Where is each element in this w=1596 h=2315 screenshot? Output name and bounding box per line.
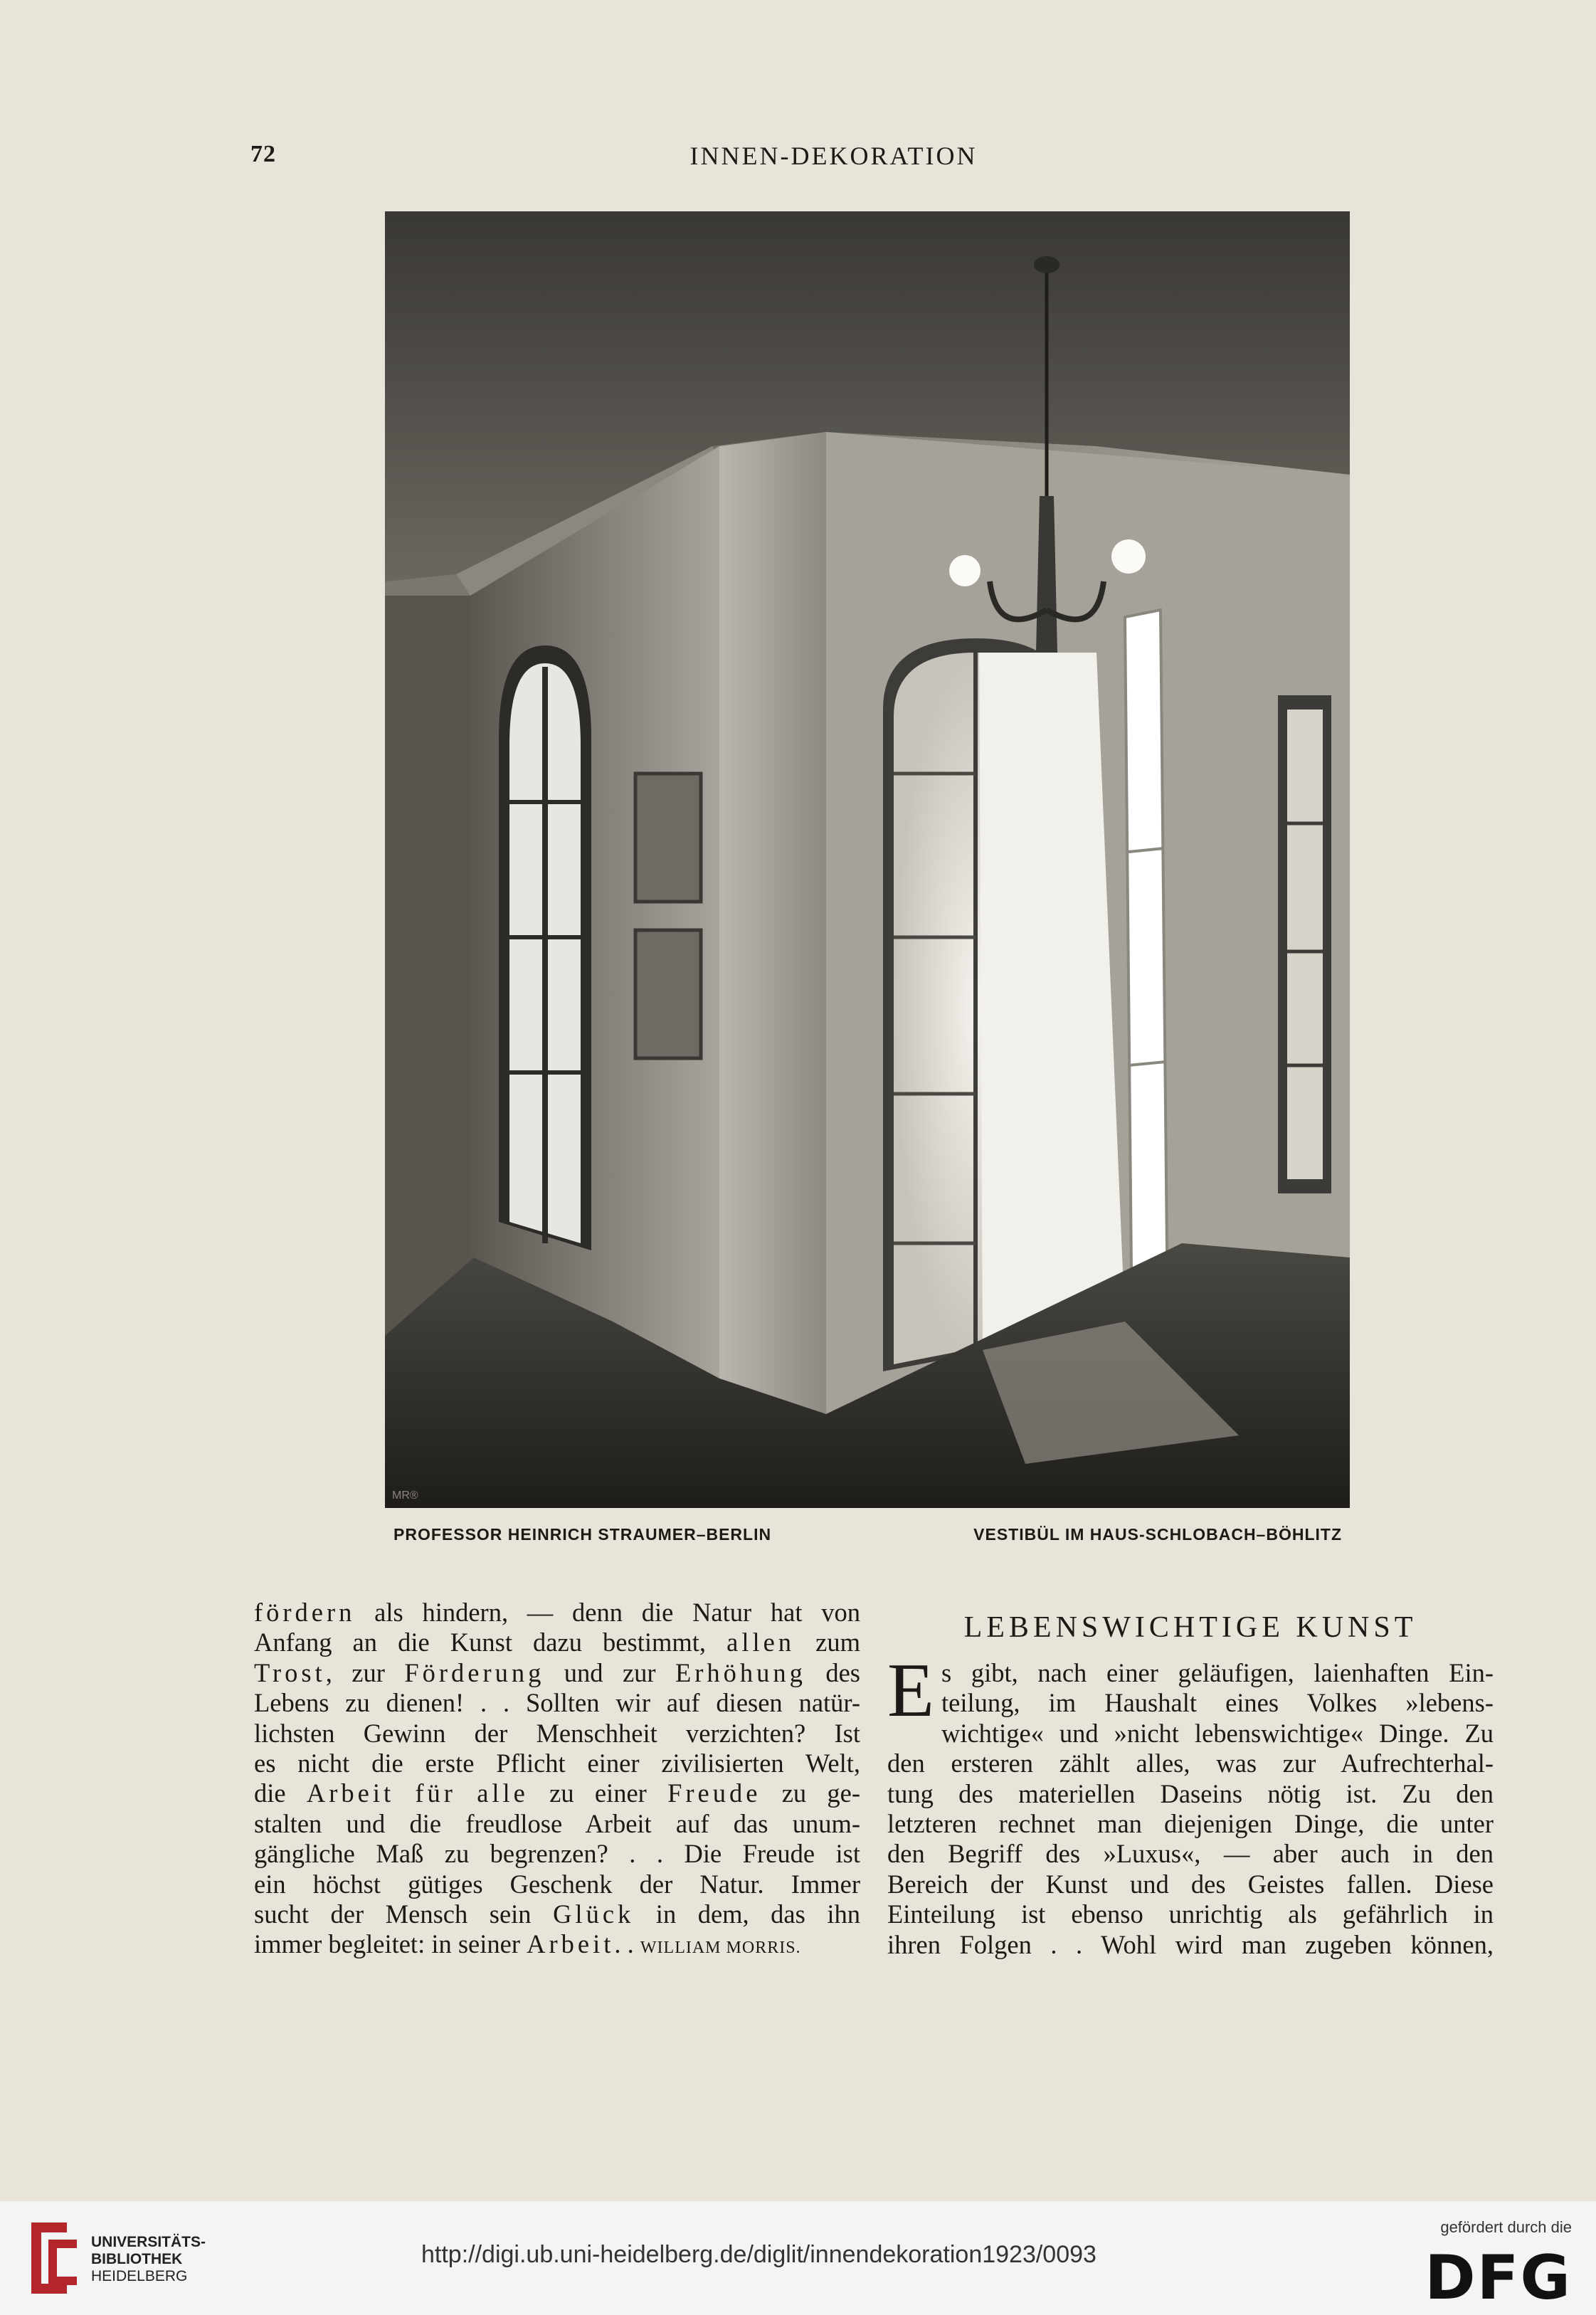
digitization-footer — [0, 2201, 1596, 2315]
digital-copy-link[interactable]: http://digi.ub.uni-heidelberg.de/diglit/innendekoration1923/0093 — [421, 2241, 1096, 2268]
caption-location: VESTIBÜL IM HAUS-SCHLOBACH–BÖHLITZ — [973, 1525, 1342, 1544]
left-text-column — [254, 1598, 860, 1963]
dfg-logo: DFG — [1425, 2242, 1572, 2314]
text-line: Trost, zur Förderung und zur Erhöhung des — [254, 1657, 861, 1687]
text-line: fördern als hindern, — denn die Natur hat von — [254, 1598, 860, 1627]
university-library-logo — [17, 2215, 85, 2301]
text-line: gängliche Maß zu begrenzen? . . Die Freude ist — [254, 1839, 860, 1869]
drop-cap: E — [887, 1648, 934, 1733]
article-heading: LEBENSWICHTIGE KUNST — [963, 1611, 1417, 1644]
vestibule-photo-image — [385, 211, 1350, 1508]
text-line: die Arbeit für alle zu einer Freude zu ge- — [254, 1778, 861, 1808]
text-line: immer begleitet: in seiner Arbeit. . WILLIAM MORRIS. — [254, 1929, 801, 1959]
text-line: sucht der Mensch sein Glück in dem, das ihn — [254, 1899, 860, 1929]
text-line: stalten und die freudlose Arbeit auf das unum- — [254, 1808, 860, 1838]
text-line: den ersteren zählt alles, was zur Aufrechterhal- — [887, 1749, 1494, 1778]
text-line: Bereich der Kunst und des Geistes fallen. Diese — [887, 1869, 1494, 1899]
text-line: Einteilung ist ebenso unrichtig als gefährlich in — [887, 1899, 1494, 1929]
text-line: ein höchst gütiges Geschenk der Natur. Immer — [254, 1869, 860, 1899]
library-name: UNIVERSITÄTS- BIBLIOTHEK HEIDELBERG — [91, 2234, 206, 2284]
vestibule-photograph — [385, 211, 1350, 1508]
funding-label: gefördert durch die — [1440, 2218, 1572, 2236]
text-line: tung des materiellen Daseins nötig ist. Zu den — [887, 1778, 1494, 1808]
text-line: es nicht die erste Pflicht einer zivilisierten Welt, — [254, 1749, 860, 1778]
printer-mark: MR® — [392, 1489, 418, 1502]
caption-architect: PROFESSOR HEINRICH STRAUMER–BERLIN — [393, 1525, 772, 1544]
page-number: 72 — [250, 141, 276, 167]
text-line: letzteren rechnet man diejenigen Dinge, die unter — [887, 1809, 1494, 1839]
text-line: lichsten Gewinn der Menschheit verzichten? Ist — [254, 1718, 860, 1748]
author-signature: WILLIAM MORRIS. — [640, 1939, 801, 1958]
right-text-column — [887, 1648, 1494, 1960]
text-line: wichtige« und »nicht lebenswichtige« Dinge. Zu — [941, 1718, 1494, 1748]
text-line: teilung, im Haushalt eines Volkes »lebens- — [941, 1688, 1494, 1718]
text-line: ihren Folgen . . Wohl wird man zugeben können, — [887, 1929, 1494, 1959]
text-line: Lebens zu dienen! . . Sollten wir auf diesen natür- — [254, 1688, 860, 1718]
text-line: Anfang an die Kunst dazu bestimmt, allen zum — [254, 1628, 860, 1657]
running-title: INNEN-DEKORATION — [689, 142, 978, 170]
text-line: s gibt, nach einer geläufigen, laienhaften Ein- — [941, 1658, 1494, 1687]
text-line: den Begriff des »Luxus«, — aber auch in den — [887, 1839, 1494, 1869]
